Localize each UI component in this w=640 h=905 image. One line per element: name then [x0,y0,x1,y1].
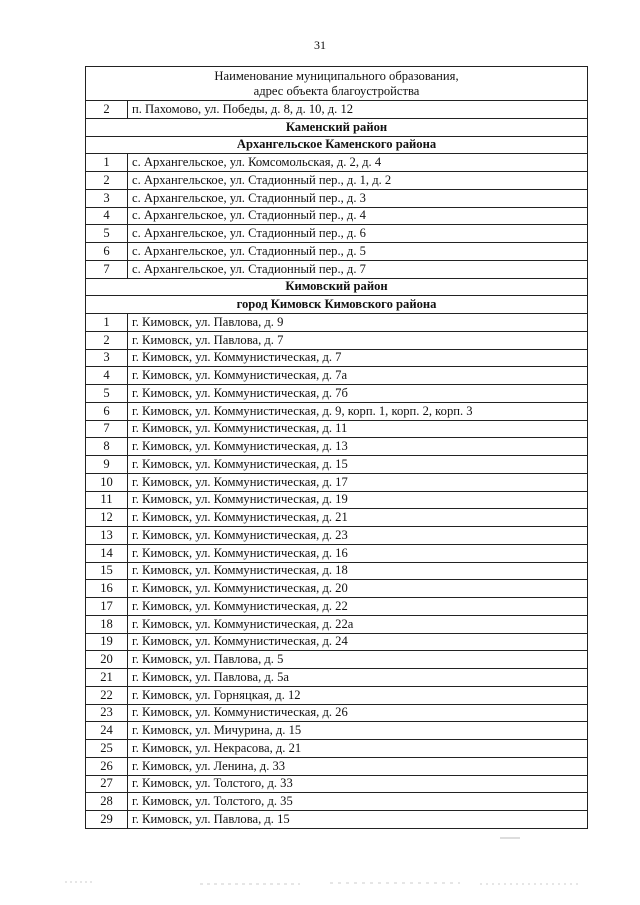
row-address: г. Кимовск, ул. Коммунистическая, д. 7а [128,367,588,385]
row-address: г. Кимовск, ул. Коммунистическая, д. 15 [128,456,588,474]
row-address: с. Архангельское, ул. Стадионный пер., д. 5 [128,243,588,261]
table-row [86,562,588,580]
row-address: г. Кимовск, ул. Коммунистическая, д. 7б [128,385,588,403]
table-row [86,793,588,811]
row-number: 20 [86,651,128,669]
row-number: 26 [86,757,128,775]
row-address: г. Кимовск, ул. Коммунистическая, д. 17 [128,473,588,491]
row-address: г. Кимовск, ул. Павлова, д. 7 [128,331,588,349]
table-row [86,260,588,278]
row-number: 23 [86,704,128,722]
row-address: г. Кимовск, ул. Ленина, д. 33 [128,757,588,775]
row-number: 1 [86,154,128,172]
row-number: 13 [86,527,128,545]
row-address: г. Кимовск, ул. Коммунистическая, д. 22 [128,598,588,616]
row-number: 25 [86,740,128,758]
row-address: г. Кимовск, ул. Горняцкая, д. 12 [128,686,588,704]
table-row [86,757,588,775]
row-number: 28 [86,793,128,811]
table-row [86,456,588,474]
row-number: 3 [86,349,128,367]
row-number: 14 [86,544,128,562]
table-row [86,172,588,190]
table-header-row [86,67,588,101]
row-number: 3 [86,189,128,207]
row-address: г. Кимовск, ул. Коммунистическая, д. 11 [128,420,588,438]
table-row [86,473,588,491]
row-number: 29 [86,811,128,829]
row-address: г. Кимовск, ул. Коммунистическая, д. 24 [128,633,588,651]
table-row [86,544,588,562]
table-header-line1: Наименование муниципального образования, [214,69,459,83]
table-row [86,225,588,243]
table-row [86,207,588,225]
table-row [86,651,588,669]
row-address: г. Кимовск, ул. Коммунистическая, д. 26 [128,704,588,722]
row-number: 1 [86,314,128,332]
registry-table [85,66,588,829]
table-row [86,420,588,438]
table-row [86,509,588,527]
page-number: 31 [314,38,326,52]
section-heading: город Кимовск Кимовского района [86,296,588,314]
row-number: 21 [86,669,128,687]
table-row [86,367,588,385]
table-header-cell [86,67,588,101]
row-number: 16 [86,580,128,598]
row-number: 4 [86,367,128,385]
section-heading-row [86,136,588,154]
table-row [86,331,588,349]
row-number: 7 [86,420,128,438]
table-row [86,580,588,598]
table-row [86,740,588,758]
table-row [86,385,588,403]
row-address: г. Кимовск, ул. Мичурина, д. 15 [128,722,588,740]
table-row [86,491,588,509]
row-number: 2 [86,172,128,190]
row-address: с. Архангельское, ул. Стадионный пер., д. 6 [128,225,588,243]
table-row [86,438,588,456]
row-number: 24 [86,722,128,740]
row-number: 19 [86,633,128,651]
row-number: 17 [86,598,128,616]
section-heading-row [86,118,588,136]
table-row [86,349,588,367]
row-number: 22 [86,686,128,704]
table-row [86,243,588,261]
row-address: с. Архангельское, ул. Стадионный пер., д. 1, д. 2 [128,172,588,190]
section-heading: Каменский район [86,118,588,136]
row-address: г. Кимовск, ул. Павлова, д. 5а [128,669,588,687]
row-address: г. Кимовск, ул. Коммунистическая, д. 23 [128,527,588,545]
table-row [86,811,588,829]
row-address: г. Кимовск, ул. Коммунистическая, д. 21 [128,509,588,527]
table-header-line2: адрес объекта благоустройства [253,84,420,98]
table-row [86,189,588,207]
table-row [86,101,588,119]
row-address: г. Кимовск, ул. Коммунистическая, д. 22а [128,615,588,633]
row-address: г. Кимовск, ул. Павлова, д. 5 [128,651,588,669]
row-number: 7 [86,260,128,278]
row-address: п. Пахомово, ул. Победы, д. 8, д. 10, д. 12 [128,101,588,119]
row-address: с. Архангельское, ул. Стадионный пер., д. 4 [128,207,588,225]
row-address: г. Кимовск, ул. Павлова, д. 15 [128,811,588,829]
row-address: с. Архангельское, ул. Комсомольская, д. 2, д. 4 [128,154,588,172]
row-number: 5 [86,385,128,403]
table-row [86,704,588,722]
row-address: г. Кимовск, ул. Коммунистическая, д. 9, корп. 1, корп. 2, корп. 3 [128,402,588,420]
table-row [86,669,588,687]
row-number: 2 [86,331,128,349]
row-address: г. Кимовск, ул. Павлова, д. 9 [128,314,588,332]
row-number: 5 [86,225,128,243]
section-heading-row [86,278,588,296]
row-address: г. Кимовск, ул. Толстого, д. 33 [128,775,588,793]
row-number: 4 [86,207,128,225]
table-row [86,402,588,420]
table-row [86,154,588,172]
section-heading: Кимовский район [86,278,588,296]
row-number: 6 [86,243,128,261]
table-row [86,633,588,651]
row-address: г. Кимовск, ул. Коммунистическая, д. 7 [128,349,588,367]
row-address: г. Кимовск, ул. Коммунистическая, д. 13 [128,438,588,456]
row-address: с. Архангельское, ул. Стадионный пер., д. 7 [128,260,588,278]
row-address: с. Архангельское, ул. Стадионный пер., д. 3 [128,189,588,207]
table-row [86,615,588,633]
row-number: 8 [86,438,128,456]
row-number: 27 [86,775,128,793]
row-address: г. Кимовск, ул. Коммунистическая, д. 20 [128,580,588,598]
table-row [86,314,588,332]
row-address: г. Кимовск, ул. Коммунистическая, д. 19 [128,491,588,509]
row-address: г. Кимовск, ул. Коммунистическая, д. 16 [128,544,588,562]
section-heading-row [86,296,588,314]
row-number: 2 [86,101,128,119]
row-number: 18 [86,615,128,633]
section-heading: Архангельское Каменского района [86,136,588,154]
table-row [86,775,588,793]
row-number: 15 [86,562,128,580]
table-row [86,598,588,616]
row-number: 12 [86,509,128,527]
table-row [86,722,588,740]
table-row [86,527,588,545]
row-number: 9 [86,456,128,474]
row-address: г. Кимовск, ул. Коммунистическая, д. 18 [128,562,588,580]
row-number: 6 [86,402,128,420]
row-address: г. Кимовск, ул. Некрасова, д. 21 [128,740,588,758]
table-row [86,686,588,704]
registry-table-body [86,67,588,829]
row-address: г. Кимовск, ул. Толстого, д. 35 [128,793,588,811]
row-number: 10 [86,473,128,491]
row-number: 11 [86,491,128,509]
